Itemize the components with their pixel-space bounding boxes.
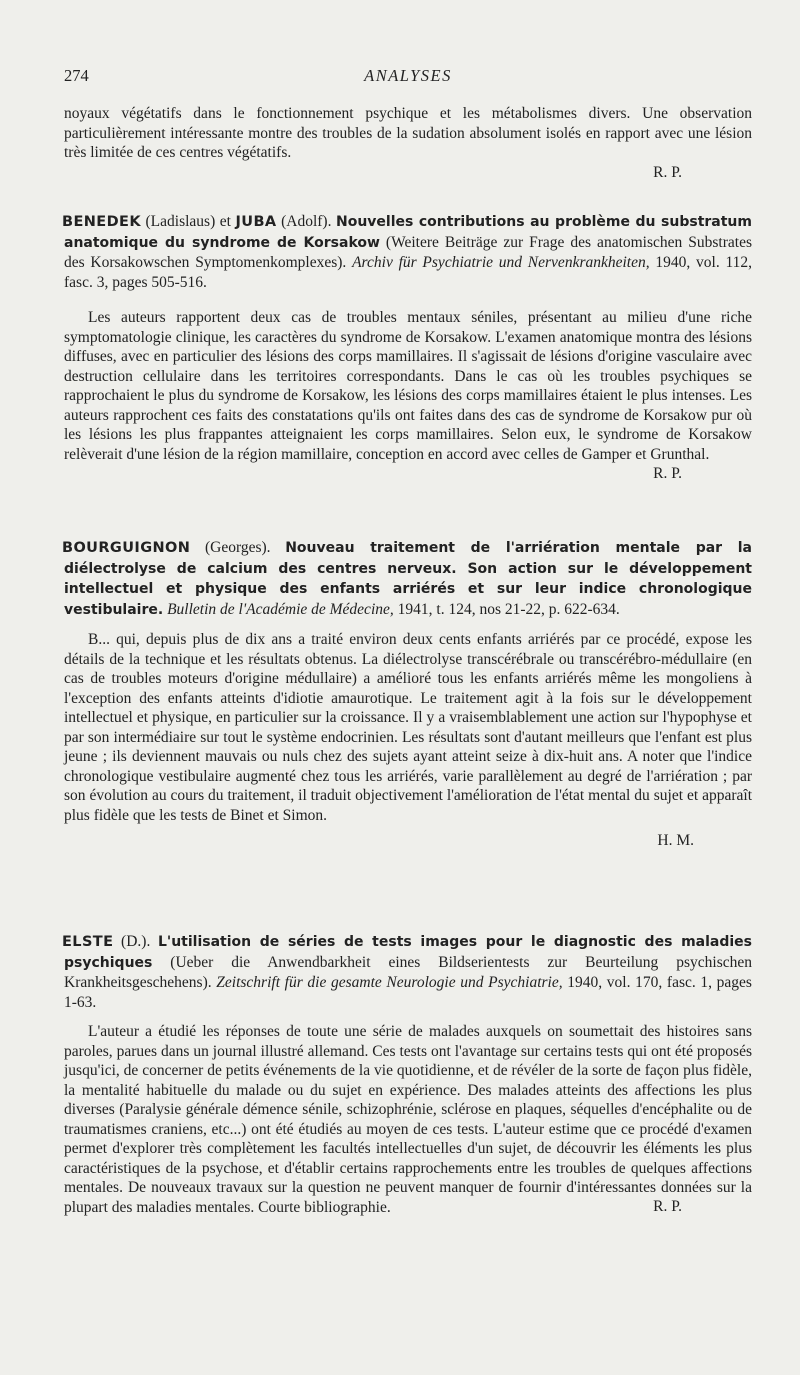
author-given: (Ladislaus) et xyxy=(140,213,236,230)
review-signature: R. P. xyxy=(653,465,682,482)
review-signature: R. P. xyxy=(653,1198,682,1215)
article-title: L'utilisation de séries de tests images pour le diagnostic des maladies psychiques xyxy=(64,934,752,971)
review-entry-benedek xyxy=(64,212,752,484)
author-given: (Georges). xyxy=(190,539,286,556)
running-title: ANALYSES xyxy=(364,66,452,85)
original-title: (Ueber die Anwendbarkheit eines Bildserientests zur Beurteilung psychischen Krankheitsgeschehens). xyxy=(64,953,752,991)
author-given: (D.). xyxy=(113,933,158,950)
review-body: B... qui, depuis plus de dix ans a traité environ deux cents enfants arriérés par ce procédé, expose les détails de la technique et les résultats obtenus. La diélectrolyse transcérébrale ou transcérébro-médullaire (en cas de troubles moteurs d'origine médullaire) a amélioré tous les enfants arriérés même les mongoliens à l'exception des enfants atteints d'idiotie amaurotique. Le traitement agit à la fois sur le développement intellectuel et physique, en particulier sur la croissance. Il y a vraisemblablement une action sur l'hypophyse et par son intermédiaire sur tout le système endocrinien. Les résultats sont d'autant meilleurs que l'enfant est plus jeune ; ils deviennent mauvais ou nuls chez des sujets ayant atteint seize à dix-huit ans. A noter que l'indice chronologique vestibulaire augmenté chez tous les arriérés, varie parallèlement au degré de l'arriération ; par son évolution au cours du traitement, il traduit objectivement l'amélioration de l'état mental du sujet et apparaît plus fidèle que les tests de Binet et Simon. xyxy=(64,631,752,824)
citation: 1940, vol. 170, fasc. 1, pages 1-63. xyxy=(64,974,752,1011)
citation: 1940, vol. 112, fasc. 3, pages 505-516. xyxy=(64,254,753,291)
review-signature: H. M. xyxy=(657,832,694,849)
review-body: L'auteur a étudié les réponses de toute une série de malades auxquels on soumettait des histoires sans paroles, parues dans un journal illustré allemand. Ces tests ont l'avantage sur certains tests qui ont été proposés jusqu'ici, de concerner de petits événements de la vie quotidienne, et de révéler de la sorte de façon plus fidèle, la mentalité habituelle du malade ou du sujet en expérience. Des malades atteints des affections les plus diverses (Paralysie générale démence sénile, schizophrénie, sclérose en plaques, séquelles d'encéphalite ou de traumatismes craniens, etc...) ont été étudiés au moyen de ces tests. L'auteur estime que ce procédé d'examen permet d'explorer très complètement les facultés intellectuelles d'un sujet, de découvrir les éléments les plus caractéristiques de la psychose, et d'établir certains rapprochements entre les troubles de quelques affections mentales. De nouveaux travaux sur la question ne peuvent manquer de fournir d'intéressantes données sur la plupart des maladies mentales. Courte bibliographie. xyxy=(64,1023,752,1216)
journal-name: Bulletin de l'Académie de Médecine, xyxy=(167,600,394,618)
author-name: BOURGUIGNON xyxy=(62,540,191,556)
entry-heading xyxy=(64,538,752,620)
entry-heading xyxy=(64,212,752,292)
entry-heading xyxy=(64,932,752,1012)
coauthor-name: JUBA xyxy=(235,214,277,230)
article-title: Nouvelles contributions au problème du substratum anatomique du syndrome de Korsakow xyxy=(64,214,752,251)
citation: 1941, t. 124, nos 21-22, p. 622-634. xyxy=(393,600,620,618)
intro-paragraph: noyaux végétatifs dans le fonctionnement psychique et les métabolismes divers. Une observation particulièrement intéressante montre des troubles de la sudation absolument isolés en rapport avec une lésion très limitée de ces centres végétatifs. xyxy=(64,105,752,161)
coauthor-given: (Adolf). xyxy=(276,213,336,230)
article-title: Nouveau traitement de l'arriération mentale par la diélectrolyse de calcium des centres nerveux. Son action sur le développement intellectuel et physique des enfants arriérés et sur leur indice chronologique vestibulaire. xyxy=(64,540,752,618)
page-header xyxy=(64,66,752,92)
intro-signature: R. P. xyxy=(653,163,682,181)
review-body: Les auteurs rapportent deux cas de troubles mentaux séniles, présentant au milieu d'une riche symptomatologie clinique, les caractères du syndrome de Korsakow. L'examen anatomique montra des lésions diffuses, avec en particulier des lésions des corps mamillaires. Il s'agissait de lésions d'origine vasculaire avec destruction cellulaire dans les territoires correspondants. Dans le cas où les troubles psychiques se rapprochaient le plus du syndrome de Korsakow, les lésions des corps mamillaires étaient le plus intenses. Les auteurs rapprochent ces faits des constatations qu'ils ont faites dans des cas de syndrome de Korsakow pur où les lésions les plus frappantes atteignaient les corps mamillaires. Selon eux, le syndrome de Korsakow relèverait d'une lésion de la région mamillaire, conception en accord avec celles de Gamper et Grunthal. xyxy=(64,309,752,463)
intro-section xyxy=(64,104,752,183)
page-number: 274 xyxy=(64,66,89,85)
journal-name: Zeitschrift für die gesamte Neurologie und Psychiatrie, xyxy=(216,974,563,991)
journal-name: Archiv für Psychiatrie und Nervenkrankheiten, xyxy=(352,254,650,271)
author-name: ELSTE xyxy=(62,934,114,950)
review-entry-elste xyxy=(64,932,752,1217)
original-title: (Weitere Beiträge zur Frage des anatomischen Substrates des Korsakowschen Symptomenkomplexes). xyxy=(64,233,752,271)
author-name: BENEDEK xyxy=(62,214,141,230)
review-entry-bourguignon xyxy=(64,538,752,851)
